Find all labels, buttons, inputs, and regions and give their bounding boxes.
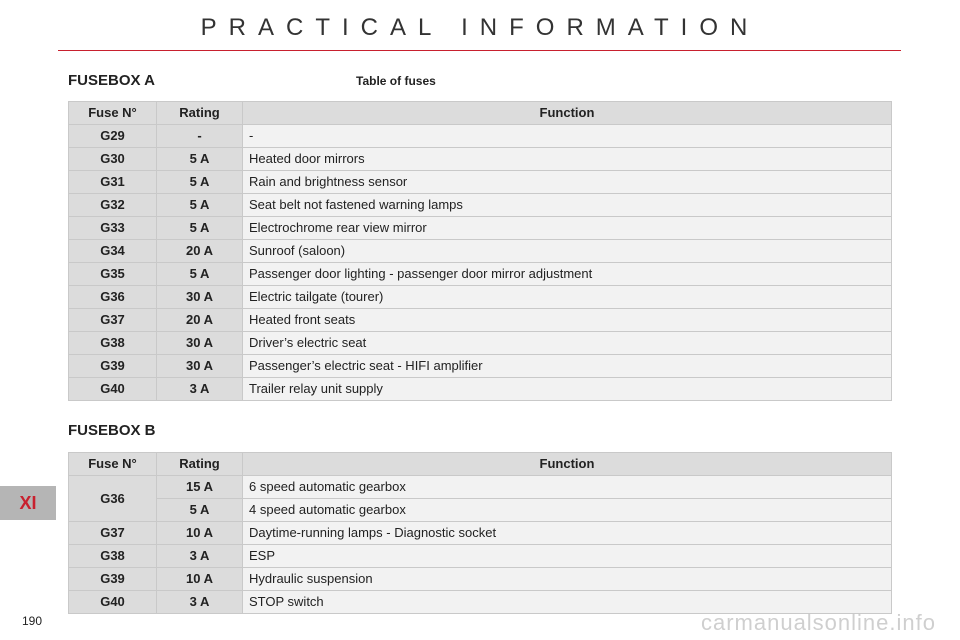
table-header-row [69,102,892,125]
column-header-rating: Rating [157,102,243,125]
fuse-rating: 5 A [157,171,243,194]
column-header-fuse: Fuse N° [69,453,157,476]
fuse-rating: 15 A [157,476,243,499]
fuse-function: Hydraulic suspension [243,568,892,591]
fuse-rating: 3 A [157,378,243,401]
table-row [69,240,892,263]
fuse-rating: 10 A [157,568,243,591]
table-row [69,217,892,240]
fuse-number: G33 [69,217,157,240]
fuse-function: 6 speed automatic gearbox [243,476,892,499]
fuse-number: G37 [69,522,157,545]
column-header-function: Function [243,453,892,476]
fuse-number: G32 [69,194,157,217]
fuse-function: Driver’s electric seat [243,332,892,355]
table-row [69,545,892,568]
fuse-rating: - [157,125,243,148]
fuse-function: STOP switch [243,591,892,614]
fuse-number: G40 [69,378,157,401]
table-row [69,568,892,591]
fusebox-a-title: FUSEBOX A [68,72,155,89]
fuse-number: G39 [69,355,157,378]
fuse-function: - [243,125,892,148]
fuse-function: Daytime-running lamps - Diagnostic socket [243,522,892,545]
fuse-rating: 3 A [157,591,243,614]
fusebox-b-table [68,452,892,614]
fuse-function: Heated front seats [243,309,892,332]
fuse-number: G38 [69,545,157,568]
fuse-function: ESP [243,545,892,568]
fuse-number: G29 [69,125,157,148]
table-row [69,309,892,332]
fusebox-a-table [68,101,892,401]
fuse-rating: 30 A [157,332,243,355]
fuse-number: G39 [69,568,157,591]
fuse-function: 4 speed automatic gearbox [243,499,892,522]
fuse-function: Passenger door lighting - passenger door mirror adjustment [243,263,892,286]
title-divider [58,50,901,51]
fuse-rating: 5 A [157,194,243,217]
page-number: 190 [22,614,43,628]
fuse-rating: 30 A [157,286,243,309]
fuse-rating: 20 A [157,240,243,263]
watermark: carmanualsonline.info [700,610,936,635]
fuse-number: G37 [69,309,157,332]
fuse-number: G38 [69,332,157,355]
fuse-function: Seat belt not fastened warning lamps [243,194,892,217]
table-row [69,194,892,217]
column-header-fuse: Fuse N° [69,102,157,125]
table-row [69,378,892,401]
column-header-function: Function [243,102,892,125]
table-row [69,263,892,286]
fuse-function: Electric tailgate (tourer) [243,286,892,309]
fuse-function: Heated door mirrors [243,148,892,171]
fuse-rating: 5 A [157,499,243,522]
table-row [69,286,892,309]
fuse-rating: 3 A [157,545,243,568]
fuse-rating: 30 A [157,355,243,378]
fuse-rating: 5 A [157,263,243,286]
fuse-number: G31 [69,171,157,194]
column-header-rating: Rating [157,453,243,476]
table-row [69,355,892,378]
fuse-function: Sunroof (saloon) [243,240,892,263]
fuse-rating: 20 A [157,309,243,332]
fuse-rating: 10 A [157,522,243,545]
page-title: PRACTICAL INFORMATION [200,14,760,41]
table-caption: Table of fuses [356,74,436,88]
fuse-number: G34 [69,240,157,263]
table-row [69,171,892,194]
fusebox-b-title: FUSEBOX B [68,422,156,439]
table-row [69,148,892,171]
fuse-function: Rain and brightness sensor [243,171,892,194]
fuse-rating: 5 A [157,148,243,171]
fuse-function: Electrochrome rear view mirror [243,217,892,240]
table-row [69,332,892,355]
table-row [69,125,892,148]
table-row [69,499,892,522]
fuse-number: G35 [69,263,157,286]
fuse-number: G40 [69,591,157,614]
fuse-function: Trailer relay unit supply [243,378,892,401]
fuse-rating: 5 A [157,217,243,240]
fuse-number: G36 [69,476,157,522]
fuse-number: G30 [69,148,157,171]
chapter-tab: XI [0,486,56,520]
table-row [69,476,892,499]
table-row [69,522,892,545]
fuse-number: G36 [69,286,157,309]
table-header-row [69,453,892,476]
fuse-function: Passenger’s electric seat - HIFI amplifier [243,355,892,378]
